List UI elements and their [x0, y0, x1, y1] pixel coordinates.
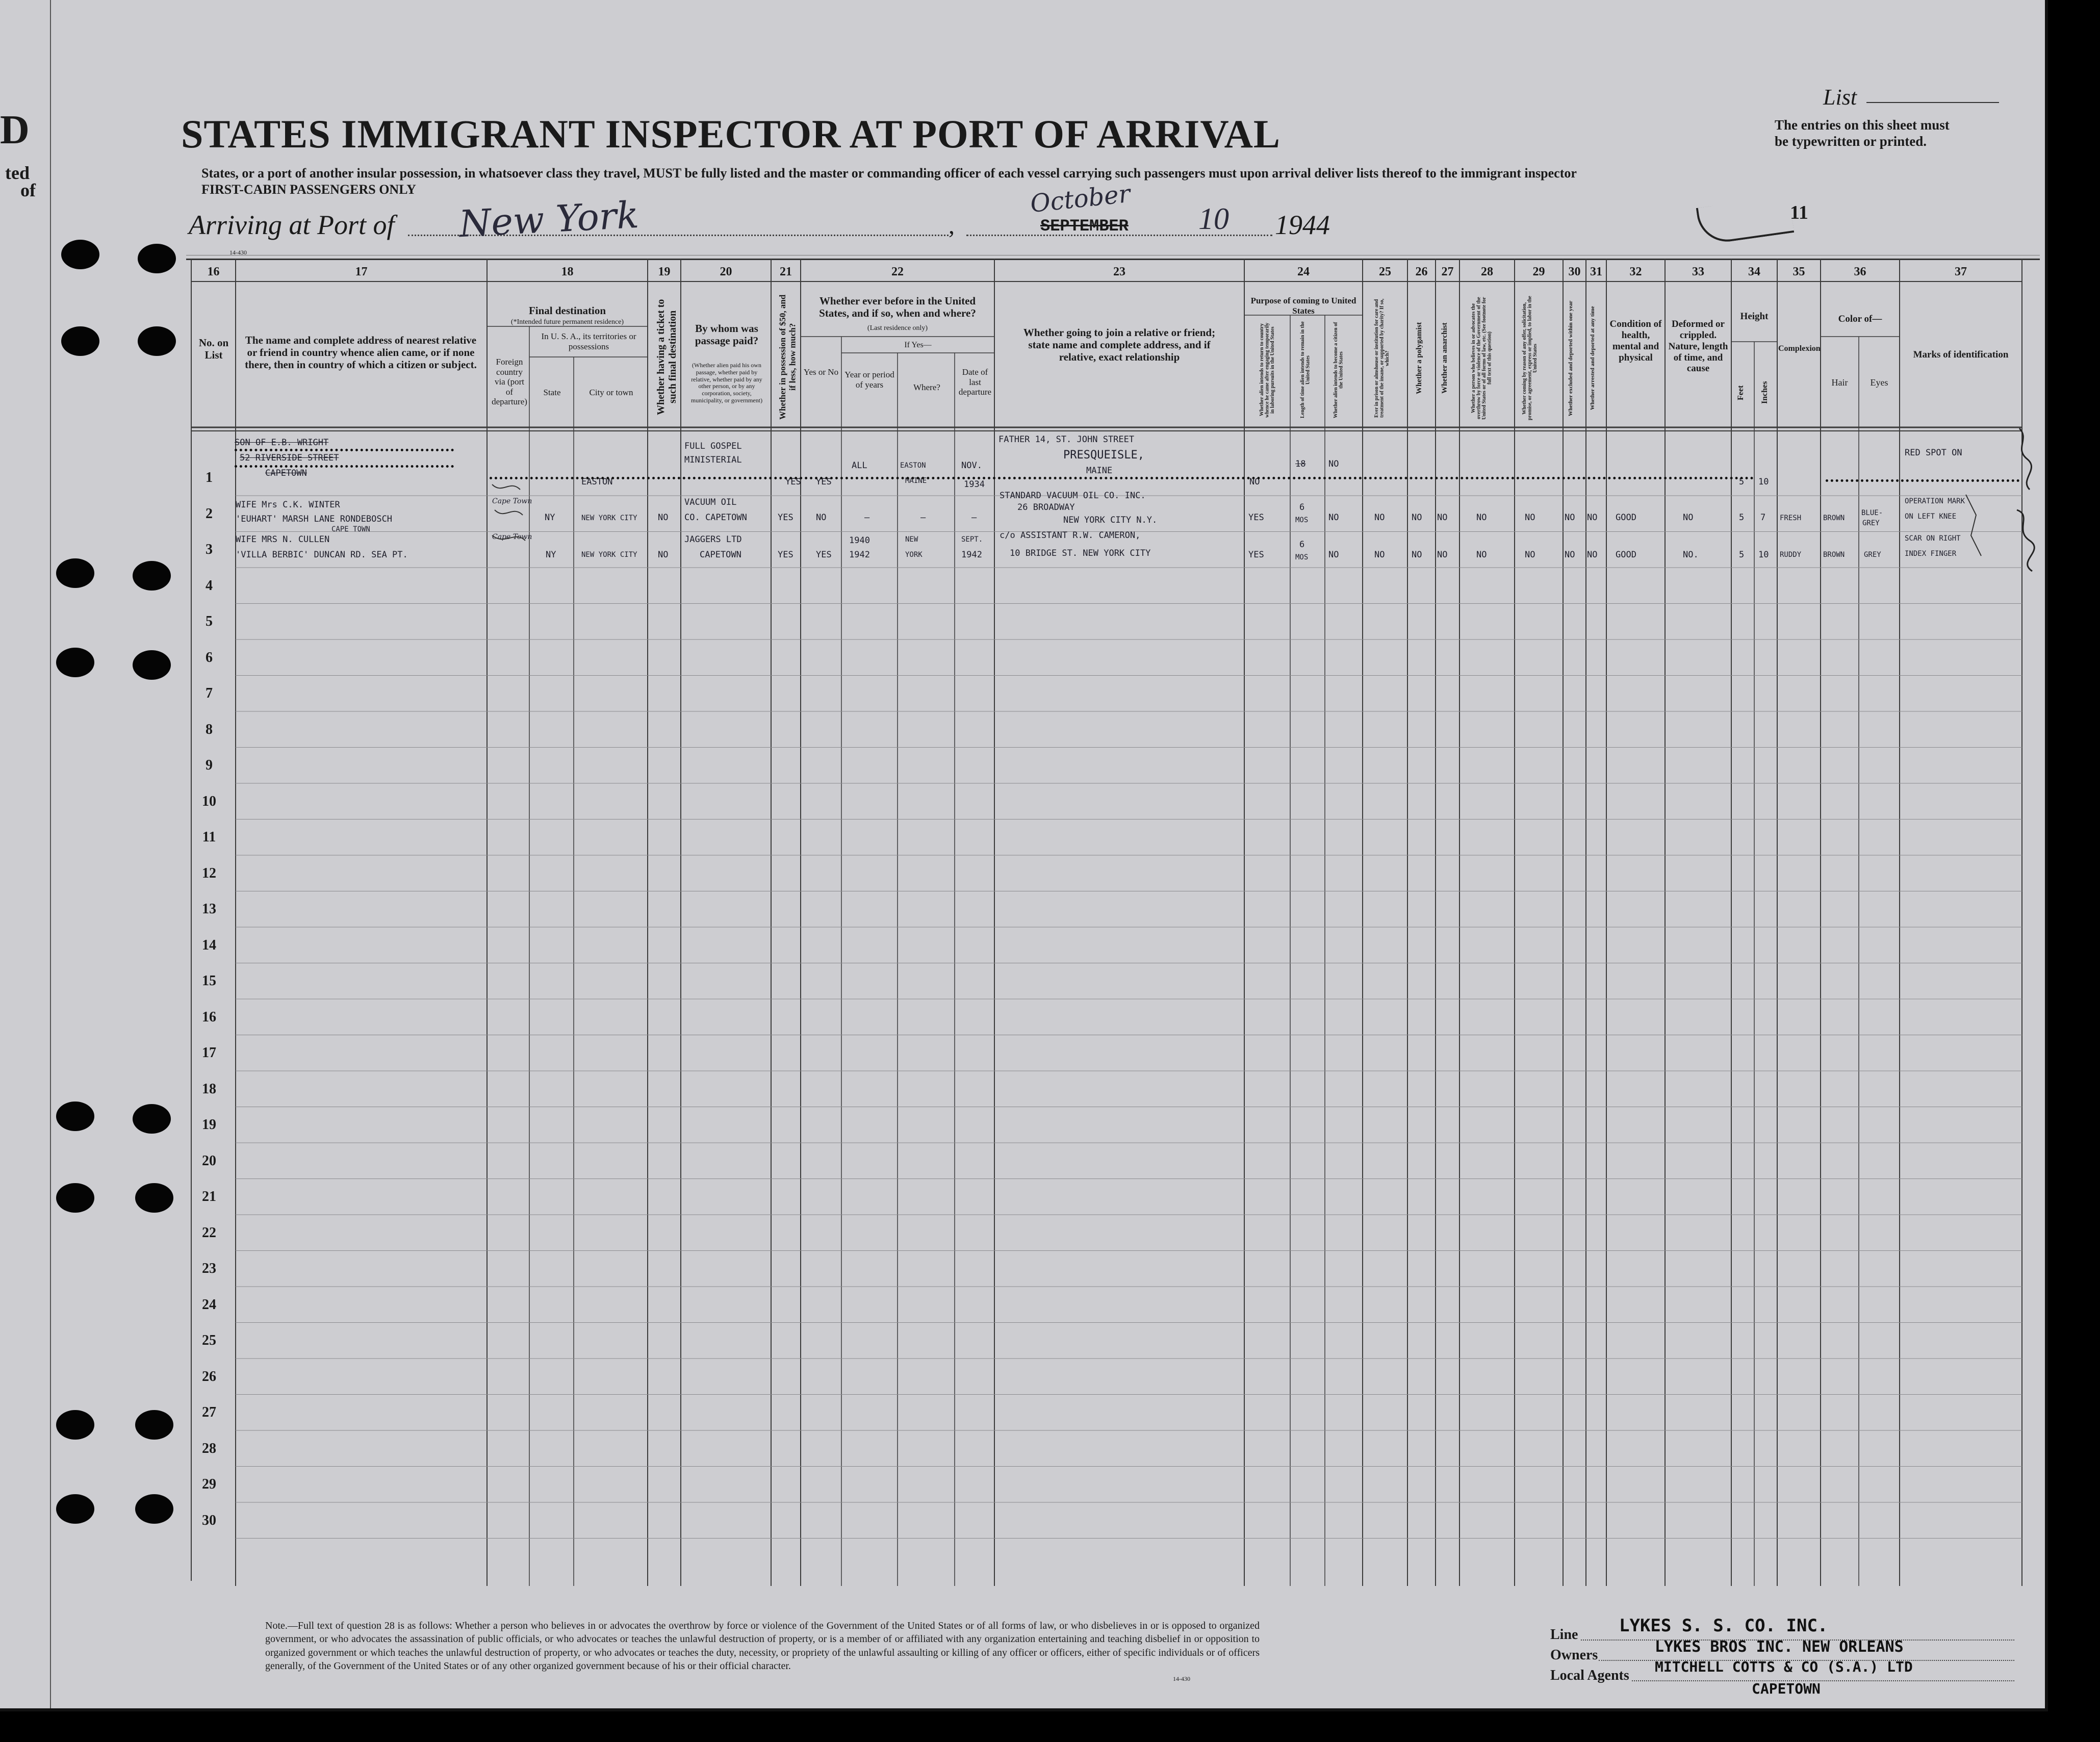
header-join-relative: Whether going to join a relative or friend; state name and complete address, and if relative, exact relationship [1023, 326, 1216, 364]
entry-r2-anarchist: NO [1437, 513, 1448, 523]
form-number: 14-430 [229, 249, 247, 256]
entry-r1-feet: 5 [1739, 477, 1745, 487]
entry-r1-before: YES [816, 477, 832, 487]
entry-r3-length: 6 [1299, 540, 1305, 550]
row-number: 5 [206, 613, 213, 629]
header-date-departure: Date of last departure [958, 367, 992, 397]
entry-r3-arrested: NO [1587, 550, 1598, 560]
entry-r3-length: MOS [1295, 553, 1309, 561]
column-number: 32 [1629, 265, 1642, 278]
row-number: 29 [202, 1476, 216, 1492]
entry-r3-feet: 5 [1739, 550, 1745, 560]
row-number: 3 [206, 542, 213, 557]
margin-fragment: of [20, 180, 36, 200]
column-number: 37 [1955, 265, 1967, 278]
header-yes-no: Yes or No [803, 367, 839, 377]
entry-r2-possession: YES [778, 513, 793, 523]
header-hair: Hair [1831, 377, 1848, 388]
row-number: 20 [202, 1152, 216, 1169]
row-number: 11 [202, 829, 216, 845]
row-number: 1 [206, 470, 213, 485]
line-label: Line [1550, 1627, 1578, 1643]
row-number: 21 [202, 1189, 216, 1205]
row-number: 23 [202, 1261, 216, 1276]
entry-r3-anarchist: NO [1437, 550, 1448, 560]
column-number: 31 [1590, 265, 1602, 278]
header-feet: Feet [1736, 385, 1745, 400]
entry-r2-overthrow: NO [1476, 513, 1487, 523]
column-number: 33 [1692, 265, 1704, 278]
entry-r2-ticket: NO [658, 513, 669, 523]
arrival-day: 10 [1198, 202, 1229, 236]
entry-r3-where: NEW [905, 535, 918, 544]
entry-r3-name: WIFE MRS N. CULLEN [236, 534, 330, 545]
column-number: 30 [1568, 265, 1581, 278]
arrival-month-struck: SEPTEMBER [1040, 217, 1129, 236]
entry-r2-length: MOS [1295, 516, 1309, 524]
list-label: List [1823, 85, 1857, 110]
entry-r1-date: NOV. [961, 460, 982, 471]
entry-r2-complexion: FRESH [1780, 514, 1802, 522]
entry-r3-year: 1940 [849, 535, 870, 546]
entry-r1-join: MAINE [1086, 466, 1113, 476]
header-labor-offer: Whether coming by reason of any offer, solicitation, promise, or agreement, express or implied, to labor in the United States [1522, 296, 1538, 421]
header-purpose: Purpose of coming to United States [1250, 296, 1356, 316]
row-number: 9 [206, 757, 213, 773]
header-final-destination: Final destination [528, 304, 606, 317]
header-where: Where? [913, 382, 940, 392]
passenger-class: FIRST-CABIN PASSENGERS ONLY [201, 182, 416, 197]
row-1-strikeout [490, 477, 1754, 479]
entry-r2-deformed: NO [1683, 513, 1694, 523]
local-agents: MITCHELL COTTS & CO (S.A.) LTD [1655, 1658, 1913, 1675]
header-inches: Inches [1760, 381, 1769, 404]
entry-r1-address-struck: 52 RIVERSIDE STREET [240, 453, 339, 463]
entry-r3-join: 10 BRIDGE ST. NEW YORK CITY [1010, 548, 1151, 558]
header-final-destination-note: (*Intended future permanent residence) [510, 318, 624, 326]
entry-r3-offer: NO [1525, 550, 1535, 560]
entry-r1-city: EASTON [581, 477, 613, 487]
entry-r3-date: SEPT. [961, 535, 983, 544]
margin-fragment: ted [5, 163, 30, 183]
header-health: Condition of health, mental and physical [1609, 319, 1662, 363]
entry-r2-prison: NO [1374, 513, 1385, 523]
row-number: 28 [202, 1440, 216, 1456]
header-complexion: Complexion [1778, 344, 1821, 353]
entry-r2-health: GOOD [1616, 513, 1636, 523]
entry-r3-ticket: NO [658, 550, 669, 560]
header-excluded: Whether excluded and deported within one year [1568, 300, 1574, 416]
row-number: 18 [202, 1081, 216, 1097]
entry-r3-eyes: GREY [1864, 551, 1881, 559]
entry-r3-name: CAPE TOWN [331, 525, 370, 533]
row-1-name-strikeout [235, 465, 454, 468]
row-number: 25 [202, 1333, 216, 1348]
entry-r2-before: NO [816, 513, 827, 523]
entry-r1-where: EASTON [900, 462, 926, 470]
owners-label: Owners [1550, 1647, 1598, 1663]
entry-r2-join: STANDARD VACUUM OIL CO. INC. [1000, 491, 1146, 501]
entry-r2-excluded: NO [1565, 513, 1575, 523]
header-height: Height [1740, 311, 1769, 322]
entry-r3-before: YES [816, 550, 832, 560]
entry-r2-purpose: YES [1248, 513, 1264, 523]
row-number: 24 [202, 1296, 216, 1313]
header-passage-paid-note: (Whether alien paid his own passage, whether paid by relative, whether paid by any other person, or by any corporation, society, municipality, or government) [690, 362, 763, 404]
entry-r3-purpose: YES [1248, 550, 1264, 560]
arrival-port: New York [458, 193, 640, 246]
column-number: 36 [1854, 265, 1866, 278]
header-eyes: Eyes [1870, 377, 1888, 388]
entry-r1-citizen: NO [1328, 459, 1339, 469]
local-agents-city: CAPETOWN [1752, 1680, 1821, 1697]
entry-r1-join: PRESQUEISLE, [1063, 449, 1144, 462]
entry-r2-passage: VACUUM OIL [684, 497, 737, 507]
header-ticket: Whether having a ticket to such final destination [655, 299, 678, 415]
column-number: 18 [561, 265, 574, 278]
typewritten-note: The entries on this sheet must [1775, 117, 1950, 133]
row-number: 16 [202, 1009, 216, 1025]
page-title: STATES IMMIGRANT INSPECTOR AT PORT OF ARRIVAL [181, 112, 1281, 156]
entry-r2-length: 6 [1299, 502, 1305, 513]
header-arrested: Whether arrested and deported at any time [1590, 306, 1596, 411]
header-anarchist: Whether an anarchist [1441, 322, 1449, 394]
column-number: 20 [720, 265, 732, 278]
inspector-initials [2009, 418, 2045, 581]
entry-r3-city: NEW YORK CITY [581, 551, 637, 559]
column-number: 35 [1792, 265, 1805, 278]
row-number: 7 [206, 685, 213, 701]
entry-r1-date: 1934 [964, 479, 985, 490]
header-passage-paid: By whom was passage paid? [695, 322, 759, 347]
entry-r3-overthrow: NO [1476, 550, 1487, 560]
entry-r3-foreign: Cape Town [492, 533, 532, 541]
entry-r2-join: 26 BROADWAY [1017, 502, 1075, 513]
entry-r2-date: — [971, 513, 977, 523]
row-1-name-strikeout [235, 449, 454, 451]
entry-r2-marks: OPERATION MARK [1905, 497, 1965, 505]
entry-r1-name-struck: SON OF E.B. WRIGHT [235, 438, 329, 448]
header-before-in-us: Whether ever before in the United States, and if so, when and where? [819, 295, 976, 320]
entry-r3-passage: JAGGERS LTD [684, 534, 742, 545]
entry-r2-feet: 5 [1739, 513, 1745, 523]
entry-r3-year: 1942 [849, 550, 870, 560]
header-state: State [543, 388, 561, 397]
entry-r1-where: MAINE [905, 477, 927, 485]
entry-r2-name: WIFE Mrs C.K. WINTER [236, 500, 340, 510]
entry-r2-foreign: Cape Town [492, 497, 532, 505]
entry-r2-address: 'EUHART' MARSH LANE RONDEBOSCH [236, 514, 393, 524]
column-number: 16 [207, 265, 220, 278]
column-number: 27 [1441, 265, 1454, 278]
row-number: 14 [202, 937, 216, 953]
handwritten-annotation [490, 474, 530, 556]
entry-r3-passage: CAPETOWN [700, 550, 741, 560]
entry-r3-join: c/o ASSISTANT R.W. CAMERON, [1000, 530, 1141, 541]
entry-r3-state: NY [546, 550, 556, 560]
entry-r3-inches: 10 [1758, 550, 1769, 560]
entry-r1-city-struck: CAPETOWN [265, 468, 307, 478]
column-number: 24 [1297, 265, 1310, 278]
row-number: 22 [202, 1224, 216, 1241]
header-identification-marks: Marks of identification [1913, 349, 2009, 360]
row-number: 8 [206, 721, 213, 737]
header-color: Color of— [1838, 314, 1882, 324]
column-number: 21 [780, 265, 792, 278]
row-number: 30 [202, 1512, 216, 1528]
margin-fragment: D [0, 108, 30, 152]
entry-r1-inches: 10 [1758, 477, 1769, 487]
entry-r3-address: 'VILLA BERBIC' DUNCAN RD. SEA PT. [236, 550, 408, 560]
row-number: 26 [202, 1368, 216, 1385]
entry-r3-polygamist: NO [1412, 550, 1422, 560]
entry-r3-complexion: RUDDY [1780, 551, 1802, 559]
row-number: 6 [206, 649, 213, 665]
header-prison: Ever in prison or almshouse or institution for care and treatment of the insane, or supported by charity? If so, which? [1374, 298, 1390, 418]
column-number: 34 [1748, 265, 1760, 278]
entry-r1-passage: FULL GOSPEL [684, 441, 742, 451]
entry-r2-eyes: GREY [1862, 519, 1880, 527]
entry-r2-citizen: NO [1328, 513, 1339, 523]
column-number: 29 [1532, 265, 1545, 278]
entry-r3-health: GOOD [1616, 550, 1636, 560]
entry-r2-join: NEW YORK CITY N.Y. [1063, 515, 1158, 525]
entry-r2-offer: NO [1525, 513, 1535, 523]
arrival-month: October [1029, 179, 1132, 219]
header-city: City or town [589, 388, 633, 397]
entry-r2-passage: CO. CAPETOWN [684, 513, 747, 523]
header-no-on-list: No. on List [198, 337, 229, 362]
entry-r2-inches: 7 [1760, 513, 1766, 523]
header-purpose-return: Whether alien intends to return to country whence he came after engaging temporarily in laboring pursuits in the United States [1259, 322, 1275, 418]
entry-r2-where: — [920, 513, 926, 523]
column-number: 28 [1481, 265, 1493, 278]
entry-r1-length: 18 [1295, 459, 1306, 469]
header-fifty-dollars: Whether in possession of $50, and if less, how much? [778, 294, 798, 420]
header-foreign-country: Foreign country via (port of departure) [492, 357, 527, 407]
entry-r3-possession: YES [778, 550, 793, 560]
entry-r3-hair: BROWN [1823, 551, 1845, 559]
entry-r1-marks: RED SPOT ON [1905, 448, 1962, 458]
column-number: 22 [891, 265, 904, 278]
agents-underline [1632, 1680, 2014, 1681]
row-1-strikeout [1826, 479, 2019, 482]
header-usa: In U. S. A., its territories or possessions [541, 331, 636, 351]
row-number: 27 [202, 1404, 216, 1420]
entry-r2-city: NEW YORK CITY [581, 514, 637, 522]
entry-r3-excluded: NO [1565, 550, 1575, 560]
arrival-label: Arriving at Port of [189, 210, 395, 240]
entry-r1-join: FATHER 14, ST. JOHN STREET [998, 434, 1135, 445]
header-deformed: Deformed or crippled. Nature, length of time, and cause [1668, 319, 1728, 374]
form-number: 14-430 [1173, 1675, 1190, 1682]
column-number: 19 [658, 265, 671, 278]
header-purpose-citizen: Whether alien intends to become a citizen of the United States [1333, 322, 1344, 418]
row-number: 2 [206, 505, 213, 522]
entry-r2-eyes: BLUE- [1861, 509, 1883, 517]
sheet-number: 11 [1790, 202, 1808, 223]
column-number: 17 [355, 265, 368, 278]
entry-r1-possession: YES [785, 477, 801, 487]
row-number: 10 [202, 793, 216, 809]
entry-r1-passage: MINISTERIAL [684, 455, 742, 465]
header-purpose-length: Length of time alien intends to remain in the United States [1300, 321, 1311, 419]
header-relative-address: The name and complete address of nearest relative or friend in country whence alien came, or if none there, then in country of which a citizen or subject. [245, 334, 477, 371]
entry-r2-arrested: NO [1587, 513, 1598, 523]
entry-r3-marks: INDEX FINGER [1905, 550, 1957, 558]
entry-r2-state: NY [545, 513, 555, 523]
row-number: 13 [202, 901, 216, 917]
entry-r3-citizen: NO [1328, 550, 1339, 560]
entry-r3-where: YORK [905, 551, 923, 559]
entry-r2-marks: ON LEFT KNEE [1905, 513, 1957, 521]
entry-r2-polygamist: NO [1412, 513, 1422, 523]
arrival-year: 1944 [1275, 210, 1330, 240]
page-subtitle: States, or a port of another insular possession, in whatsoever class they travel, MUST be fully listed and the master or commanding officer of each vessel carrying such passengers must upon arrival deliver lists thereof to the immigrant inspector [201, 166, 1577, 181]
check-mark [1961, 484, 1991, 561]
column-number: 23 [1113, 265, 1125, 278]
owners: LYKES BROS INC. NEW ORLEANS [1655, 1638, 1904, 1656]
header-if-yes: If Yes— [904, 341, 932, 349]
header-overthrow: Whether a person who believes in or advocates the overthrow by force or violence of the Government of the United States or of all forms of law, etc. (See footnote for full text of this question) [1471, 297, 1493, 420]
entry-r3-prison: NO [1374, 550, 1385, 560]
entry-r3-deformed: NO. [1683, 550, 1699, 560]
entry-r3-marks: SCAR ON RIGHT [1905, 534, 1961, 543]
shipping-line: LYKES S. S. CO. INC. [1619, 1616, 1828, 1636]
header-polygamist: Whether a polygamist [1415, 322, 1423, 395]
footnote-question-28: Note.—Full text of question 28 is as follows: Whether a person who believes in or advocates the overthrow by force or violence of the Government of the United States or of all forms of law, or who disbelieves in or is opposed to organized government, or who advocates the assassination of public officials, or who advocates or teaches the unlawful destruction of property, or is a member of or affiliated with any organization entertaining and teaching disbelief in or opposition to organized government or which teaches the unlawful destruction of property, or who advocates or teaches the duty, necessity, or propriety of the unlawful assaulting or killing of any officer or officers, either of specific individuals or of officers generally, of the Government of the United States or of any other organized government because of his or their official character. [265, 1620, 1260, 1672]
typewritten-note: be typewritten or printed. [1775, 134, 1927, 149]
column-number: 26 [1415, 265, 1428, 278]
header-last-residence: (Last residence only) [867, 324, 928, 332]
entry-r1-purpose: NO [1249, 477, 1260, 487]
entry-r2-hair: BROWN [1823, 514, 1845, 522]
entry-r2-year: — [864, 513, 870, 523]
local-agents-label: Local Agents [1550, 1668, 1629, 1683]
row-number: 17 [202, 1045, 216, 1061]
column-number: 25 [1379, 265, 1391, 278]
header-year: Year or period of years [844, 370, 894, 390]
row-number: 19 [202, 1117, 216, 1133]
row-number: 4 [206, 577, 213, 594]
entry-r3-date: 1942 [961, 550, 982, 560]
row-number: 12 [202, 865, 216, 881]
separator: , [949, 212, 955, 239]
row-number: 15 [202, 973, 216, 989]
entry-r1-year: ALL [852, 460, 867, 471]
